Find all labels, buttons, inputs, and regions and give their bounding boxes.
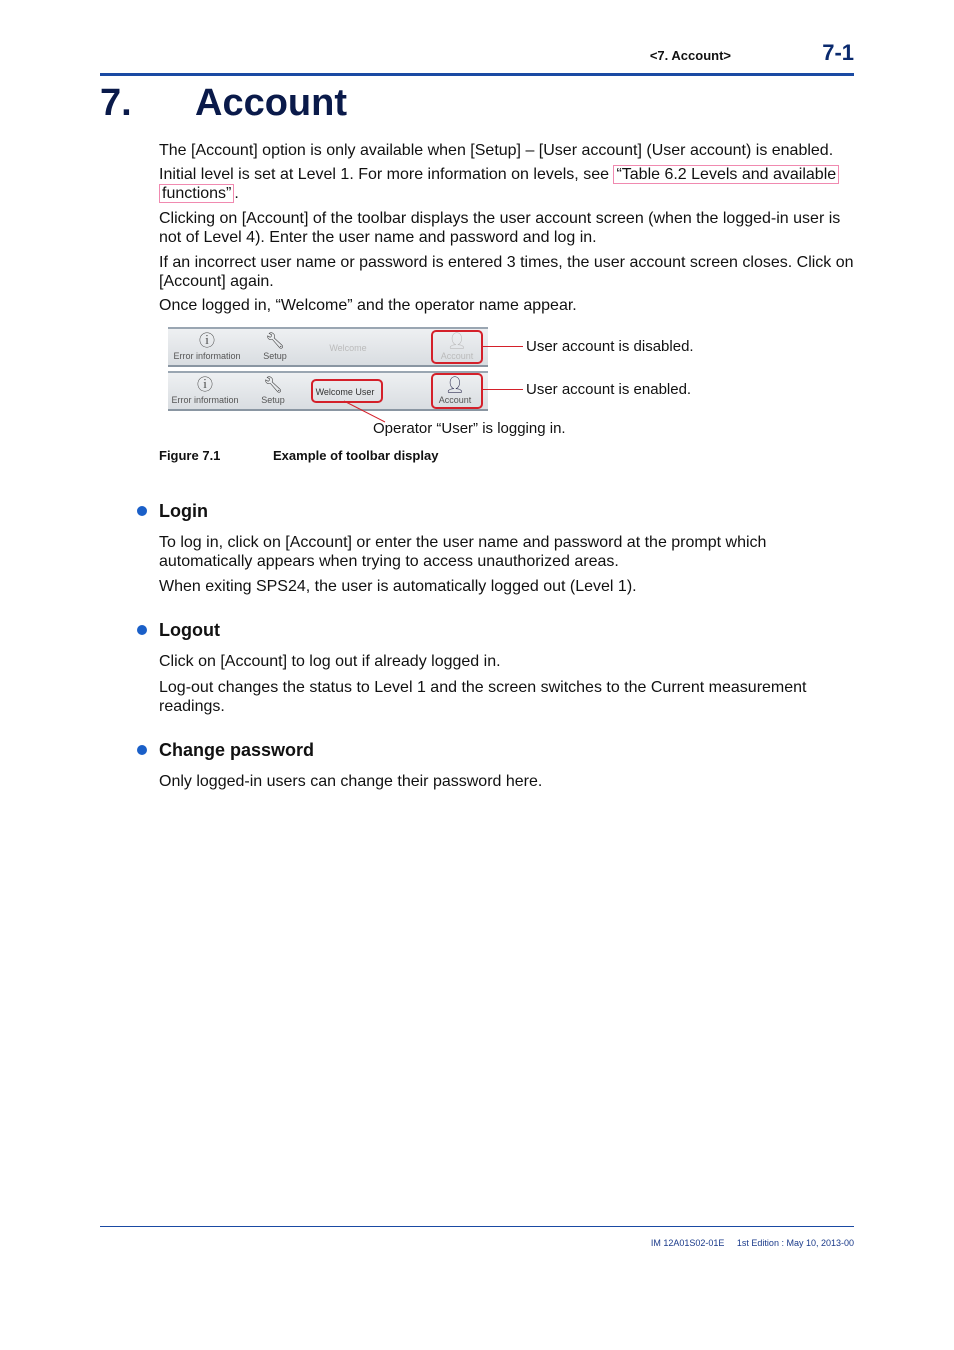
error-information-label: Error information	[173, 351, 241, 361]
welcome-user-label: Welcome User	[315, 387, 375, 397]
intro-paragraph-2-end: .	[234, 185, 239, 202]
user-account-icon: 👤︎	[446, 333, 468, 350]
section-heading-logout: Logout	[159, 620, 220, 640]
document-id: IM 12A01S02-01E	[650, 1238, 725, 1248]
table-reference-link-continued[interactable]: functions”	[159, 184, 234, 203]
footer	[500, 1238, 854, 1248]
intro-paragraph-1: The [Account] option is only available when [Setup] – [User account] (User account) is enabled.	[159, 142, 834, 159]
section-heading-change-password: Change password	[159, 740, 315, 760]
page-number: 7-1	[822, 40, 854, 65]
intro-paragraph-2-text: Initial level is set at Level 1. For more information on levels, see	[159, 166, 614, 183]
login-paragraph-2: When exiting SPS24, the user is automatically logged out (Level 1).	[159, 578, 637, 595]
intro-paragraph-2	[159, 165, 859, 203]
callout-line-enabled	[481, 389, 523, 390]
chapter-number: 7.	[100, 82, 132, 124]
setup-label: Setup	[261, 395, 285, 405]
logout-paragraph-1: Click on [Account] to log out if already logged in.	[159, 653, 501, 670]
callout-operator: Operator “User” is logging in.	[373, 420, 566, 437]
figure-caption-text: Example of toolbar display	[273, 448, 439, 463]
logout-paragraph-2: Log-out changes the status to Level 1 and the screen switches to the Current measurement readings.	[159, 679, 807, 715]
account-highlight-enabled	[431, 373, 483, 409]
wrench-icon: 🔧︎	[262, 377, 284, 394]
callout-disabled: User account is disabled.	[526, 338, 694, 355]
welcome-label-disabled: Welcome	[329, 343, 367, 353]
callout-line-disabled	[481, 346, 523, 347]
figure-caption-number: Figure 7.1	[159, 448, 221, 463]
exclamation-circle-icon: ⓘ	[196, 377, 213, 394]
header-rule	[100, 73, 854, 76]
wrench-icon: 🔧︎	[264, 333, 286, 350]
account-highlight-disabled	[431, 330, 483, 364]
bullet-icon	[137, 625, 147, 635]
setup-label: Setup	[263, 351, 287, 361]
edition: 1st Edition : May 10, 2013-00	[736, 1238, 854, 1248]
footer-rule	[100, 1226, 854, 1227]
account-label: Account	[438, 395, 472, 405]
running-header-chapter: <7. Account>	[649, 48, 731, 63]
intro-paragraph-3: Clicking on [Account] of the toolbar displays the user account screen (when the logged-in user is not of Level 4). Enter the user name and password and log in.	[159, 210, 841, 246]
intro-paragraph-4: If an incorrect user name or password is entered 3 times, the user account screen closes. Click on [Account] again.	[159, 254, 854, 290]
exclamation-circle-icon: ⓘ	[198, 333, 215, 350]
user-account-icon: 👤︎	[444, 377, 466, 394]
change-password-paragraph-1: Only logged-in users can change their password here.	[159, 773, 543, 790]
intro-paragraph-5: Once logged in, “Welcome” and the operator name appear.	[159, 297, 577, 314]
account-label: Account	[440, 351, 474, 361]
error-information-label: Error information	[171, 395, 239, 405]
error-information-button[interactable]	[172, 333, 242, 361]
error-information-button[interactable]	[170, 377, 240, 405]
bullet-icon	[137, 506, 147, 516]
setup-button[interactable]	[258, 377, 288, 405]
table-reference-link[interactable]: “Table 6.2 Levels and available	[613, 165, 839, 184]
setup-button[interactable]	[260, 333, 290, 361]
bullet-icon	[137, 745, 147, 755]
login-paragraph-1: To log in, click on [Account] or enter the user name and password at the prompt which automatically appears when trying to access unauthorized areas.	[159, 534, 767, 570]
chapter-title: Account	[195, 82, 347, 124]
callout-enabled: User account is enabled.	[526, 381, 692, 398]
section-heading-login: Login	[159, 501, 208, 521]
